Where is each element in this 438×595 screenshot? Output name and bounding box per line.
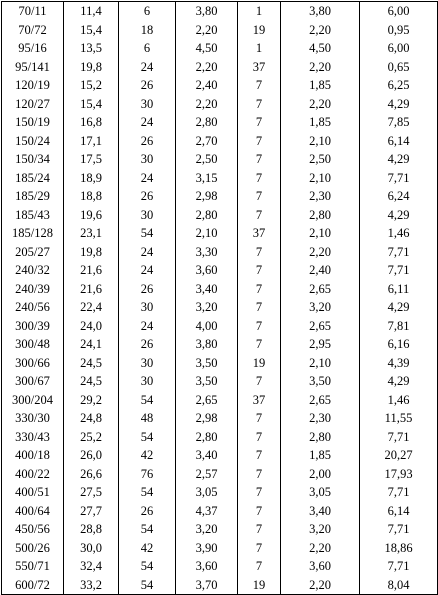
cell-diameter: 23,1 xyxy=(64,224,119,243)
cell-ratio: 4,29 xyxy=(360,372,438,391)
table-body xyxy=(2,2,438,595)
table-row xyxy=(2,113,438,132)
cell-core-wire-diameter: 2,00 xyxy=(281,465,360,484)
cell-core-wires-count: 7 xyxy=(238,409,281,428)
cell-outer-wire-diameter: 2,80 xyxy=(176,428,238,447)
cell-ratio: 1,46 xyxy=(360,391,438,410)
cell-core-wire-diameter: 2,80 xyxy=(281,428,360,447)
cell-core-wires-count: 7 xyxy=(238,95,281,114)
cell-core-wire-diameter: 3,80 xyxy=(281,2,360,21)
cell-diameter: 32,4 xyxy=(64,557,119,576)
cell-outer-wires-count: 30 xyxy=(119,150,176,169)
cell-outer-wire-diameter: 2,80 xyxy=(176,206,238,225)
cell-outer-wire-diameter: 4,00 xyxy=(176,317,238,336)
cell-outer-wire-diameter: 4,37 xyxy=(176,502,238,521)
cell-ratio: 4,29 xyxy=(360,298,438,317)
cell-diameter: 24,5 xyxy=(64,354,119,373)
cell-outer-wires-count: 26 xyxy=(119,335,176,354)
cell-outer-wires-count: 24 xyxy=(119,261,176,280)
cell-ratio: 7,71 xyxy=(360,520,438,539)
cell-outer-wire-diameter: 2,40 xyxy=(176,76,238,95)
cell-diameter: 27,7 xyxy=(64,502,119,521)
cell-ratio: 11,55 xyxy=(360,409,438,428)
data-table xyxy=(1,1,438,595)
table-row xyxy=(2,95,438,114)
cell-outer-wire-diameter: 3,50 xyxy=(176,354,238,373)
table-row xyxy=(2,372,438,391)
cell-core-wire-diameter: 3,20 xyxy=(281,298,360,317)
cell-outer-wires-count: 24 xyxy=(119,169,176,188)
cell-outer-wires-count: 30 xyxy=(119,298,176,317)
cell-core-wires-count: 7 xyxy=(238,446,281,465)
cell-outer-wires-count: 54 xyxy=(119,483,176,502)
cell-ratio: 8,04 xyxy=(360,576,438,595)
cell-diameter: 19,6 xyxy=(64,206,119,225)
cell-outer-wires-count: 42 xyxy=(119,446,176,465)
cell-ratio: 4,29 xyxy=(360,150,438,169)
table-row xyxy=(2,224,438,243)
cell-core-wire-diameter: 2,65 xyxy=(281,280,360,299)
cell-cable-size: 500/26 xyxy=(2,539,64,558)
cell-cable-size: 185/43 xyxy=(2,206,64,225)
cell-core-wires-count: 7 xyxy=(238,261,281,280)
cell-core-wires-count: 7 xyxy=(238,557,281,576)
cell-cable-size: 330/30 xyxy=(2,409,64,428)
cell-outer-wires-count: 24 xyxy=(119,113,176,132)
cell-core-wires-count: 19 xyxy=(238,354,281,373)
table-row xyxy=(2,483,438,502)
table-row xyxy=(2,335,438,354)
cell-cable-size: 300/48 xyxy=(2,335,64,354)
cell-cable-size: 120/27 xyxy=(2,95,64,114)
cell-diameter: 16,8 xyxy=(64,113,119,132)
cell-ratio: 7,71 xyxy=(360,483,438,502)
cell-core-wires-count: 7 xyxy=(238,243,281,262)
cell-ratio: 6,16 xyxy=(360,335,438,354)
table-row xyxy=(2,261,438,280)
cell-outer-wire-diameter: 3,20 xyxy=(176,520,238,539)
table-row xyxy=(2,409,438,428)
cell-ratio: 6,00 xyxy=(360,39,438,58)
cell-core-wires-count: 1 xyxy=(238,2,281,21)
cell-diameter: 25,2 xyxy=(64,428,119,447)
cell-outer-wire-diameter: 3,30 xyxy=(176,243,238,262)
cell-outer-wires-count: 26 xyxy=(119,76,176,95)
cell-core-wire-diameter: 2,40 xyxy=(281,261,360,280)
cell-diameter: 17,1 xyxy=(64,132,119,151)
table-row xyxy=(2,132,438,151)
cell-core-wires-count: 19 xyxy=(238,576,281,595)
cell-outer-wires-count: 76 xyxy=(119,465,176,484)
cell-outer-wire-diameter: 3,90 xyxy=(176,539,238,558)
cell-ratio: 4,29 xyxy=(360,206,438,225)
cell-outer-wires-count: 30 xyxy=(119,372,176,391)
cell-outer-wire-diameter: 4,50 xyxy=(176,39,238,58)
table-row xyxy=(2,354,438,373)
cell-core-wires-count: 7 xyxy=(238,280,281,299)
cell-diameter: 13,5 xyxy=(64,39,119,58)
cell-core-wires-count: 37 xyxy=(238,224,281,243)
cell-diameter: 30,0 xyxy=(64,539,119,558)
cell-outer-wire-diameter: 3,70 xyxy=(176,576,238,595)
cell-core-wire-diameter: 2,20 xyxy=(281,576,360,595)
cell-outer-wire-diameter: 3,40 xyxy=(176,446,238,465)
cell-core-wire-diameter: 2,65 xyxy=(281,391,360,410)
cell-core-wires-count: 7 xyxy=(238,502,281,521)
cell-cable-size: 400/64 xyxy=(2,502,64,521)
cell-core-wire-diameter: 2,65 xyxy=(281,317,360,336)
cell-core-wire-diameter: 3,60 xyxy=(281,557,360,576)
cell-diameter: 15,4 xyxy=(64,95,119,114)
cell-core-wire-diameter: 3,20 xyxy=(281,520,360,539)
cell-outer-wires-count: 18 xyxy=(119,21,176,40)
cell-core-wire-diameter: 1,85 xyxy=(281,446,360,465)
cell-diameter: 21,6 xyxy=(64,280,119,299)
cell-cable-size: 400/51 xyxy=(2,483,64,502)
cell-outer-wires-count: 24 xyxy=(119,58,176,77)
table-row xyxy=(2,206,438,225)
cell-core-wire-diameter: 2,50 xyxy=(281,150,360,169)
cell-ratio: 20,27 xyxy=(360,446,438,465)
cell-outer-wire-diameter: 2,98 xyxy=(176,409,238,428)
cell-core-wires-count: 7 xyxy=(238,335,281,354)
cell-cable-size: 400/22 xyxy=(2,465,64,484)
cell-outer-wires-count: 54 xyxy=(119,520,176,539)
cell-diameter: 28,8 xyxy=(64,520,119,539)
cell-core-wires-count: 7 xyxy=(238,132,281,151)
table-row xyxy=(2,465,438,484)
cell-diameter: 18,9 xyxy=(64,169,119,188)
cell-cable-size: 185/24 xyxy=(2,169,64,188)
cell-core-wires-count: 7 xyxy=(238,298,281,317)
cell-core-wires-count: 1 xyxy=(238,39,281,58)
cell-diameter: 24,0 xyxy=(64,317,119,336)
cell-outer-wire-diameter: 3,15 xyxy=(176,169,238,188)
cell-core-wire-diameter: 2,20 xyxy=(281,243,360,262)
table-row xyxy=(2,428,438,447)
cell-cable-size: 240/39 xyxy=(2,280,64,299)
cell-ratio: 6,00 xyxy=(360,2,438,21)
cell-core-wire-diameter: 1,85 xyxy=(281,76,360,95)
cell-core-wires-count: 7 xyxy=(238,317,281,336)
cell-core-wire-diameter: 3,50 xyxy=(281,372,360,391)
cell-outer-wires-count: 54 xyxy=(119,391,176,410)
cell-ratio: 0,65 xyxy=(360,58,438,77)
cell-outer-wires-count: 26 xyxy=(119,132,176,151)
cell-diameter: 15,2 xyxy=(64,76,119,95)
cell-cable-size: 450/56 xyxy=(2,520,64,539)
cell-cable-size: 95/16 xyxy=(2,39,64,58)
cell-cable-size: 70/72 xyxy=(2,21,64,40)
cell-outer-wires-count: 54 xyxy=(119,428,176,447)
cell-outer-wire-diameter: 2,98 xyxy=(176,187,238,206)
cell-ratio: 6,11 xyxy=(360,280,438,299)
cell-core-wire-diameter: 2,30 xyxy=(281,187,360,206)
cell-cable-size: 300/66 xyxy=(2,354,64,373)
cell-outer-wires-count: 54 xyxy=(119,576,176,595)
cell-diameter: 26,6 xyxy=(64,465,119,484)
cell-outer-wires-count: 24 xyxy=(119,317,176,336)
cell-ratio: 6,24 xyxy=(360,187,438,206)
cell-outer-wires-count: 42 xyxy=(119,539,176,558)
table-row xyxy=(2,557,438,576)
table-row xyxy=(2,58,438,77)
cell-cable-size: 400/18 xyxy=(2,446,64,465)
cell-outer-wires-count: 26 xyxy=(119,502,176,521)
cell-outer-wire-diameter: 2,50 xyxy=(176,150,238,169)
table-row xyxy=(2,446,438,465)
cell-core-wires-count: 7 xyxy=(238,169,281,188)
table-row xyxy=(2,2,438,21)
cell-cable-size: 150/34 xyxy=(2,150,64,169)
cell-ratio: 4,39 xyxy=(360,354,438,373)
cell-diameter: 19,8 xyxy=(64,243,119,262)
cell-outer-wire-diameter: 3,80 xyxy=(176,335,238,354)
cell-ratio: 4,29 xyxy=(360,95,438,114)
cell-core-wires-count: 7 xyxy=(238,483,281,502)
cell-diameter: 17,5 xyxy=(64,150,119,169)
cell-diameter: 21,6 xyxy=(64,261,119,280)
cell-outer-wires-count: 30 xyxy=(119,95,176,114)
cell-ratio: 7,85 xyxy=(360,113,438,132)
cell-core-wire-diameter: 2,30 xyxy=(281,409,360,428)
cell-diameter: 24,8 xyxy=(64,409,119,428)
cell-core-wire-diameter: 3,40 xyxy=(281,502,360,521)
cell-ratio: 6,14 xyxy=(360,132,438,151)
table-row xyxy=(2,539,438,558)
cell-outer-wire-diameter: 3,50 xyxy=(176,372,238,391)
cell-core-wire-diameter: 2,10 xyxy=(281,354,360,373)
cell-outer-wire-diameter: 2,20 xyxy=(176,58,238,77)
cell-cable-size: 205/27 xyxy=(2,243,64,262)
cell-outer-wires-count: 26 xyxy=(119,187,176,206)
cell-outer-wire-diameter: 2,80 xyxy=(176,113,238,132)
cell-outer-wire-diameter: 2,10 xyxy=(176,224,238,243)
table-row xyxy=(2,243,438,262)
cell-core-wire-diameter: 1,85 xyxy=(281,113,360,132)
cell-cable-size: 120/19 xyxy=(2,76,64,95)
cell-cable-size: 240/56 xyxy=(2,298,64,317)
cell-ratio: 7,71 xyxy=(360,428,438,447)
cell-cable-size: 185/128 xyxy=(2,224,64,243)
table-row xyxy=(2,39,438,58)
cell-core-wire-diameter: 3,05 xyxy=(281,483,360,502)
table-row xyxy=(2,169,438,188)
cell-cable-size: 300/204 xyxy=(2,391,64,410)
cell-cable-size: 150/19 xyxy=(2,113,64,132)
cell-cable-size: 300/67 xyxy=(2,372,64,391)
cell-outer-wire-diameter: 3,20 xyxy=(176,298,238,317)
cell-core-wires-count: 7 xyxy=(238,372,281,391)
cell-core-wire-diameter: 2,20 xyxy=(281,58,360,77)
cell-core-wire-diameter: 2,20 xyxy=(281,95,360,114)
cell-diameter: 24,1 xyxy=(64,335,119,354)
table-row xyxy=(2,520,438,539)
cell-core-wires-count: 7 xyxy=(238,187,281,206)
cell-cable-size: 600/72 xyxy=(2,576,64,595)
table-row xyxy=(2,576,438,595)
cell-outer-wires-count: 26 xyxy=(119,280,176,299)
cell-outer-wires-count: 54 xyxy=(119,557,176,576)
cell-cable-size: 240/32 xyxy=(2,261,64,280)
cell-cable-size: 330/43 xyxy=(2,428,64,447)
cell-ratio: 7,71 xyxy=(360,557,438,576)
cell-cable-size: 300/39 xyxy=(2,317,64,336)
cell-outer-wire-diameter: 2,57 xyxy=(176,465,238,484)
cell-core-wire-diameter: 4,50 xyxy=(281,39,360,58)
cell-core-wire-diameter: 2,10 xyxy=(281,224,360,243)
cell-diameter: 26,0 xyxy=(64,446,119,465)
cell-cable-size: 550/71 xyxy=(2,557,64,576)
cell-outer-wires-count: 54 xyxy=(119,224,176,243)
cell-outer-wires-count: 48 xyxy=(119,409,176,428)
table-row xyxy=(2,391,438,410)
cell-cable-size: 150/24 xyxy=(2,132,64,151)
cell-core-wire-diameter: 2,10 xyxy=(281,169,360,188)
cell-diameter: 24,5 xyxy=(64,372,119,391)
cell-diameter: 19,8 xyxy=(64,58,119,77)
cell-ratio: 6,14 xyxy=(360,502,438,521)
cell-diameter: 33,2 xyxy=(64,576,119,595)
cell-core-wire-diameter: 2,20 xyxy=(281,21,360,40)
cell-outer-wire-diameter: 2,70 xyxy=(176,132,238,151)
cell-core-wires-count: 7 xyxy=(238,465,281,484)
cell-ratio: 17,93 xyxy=(360,465,438,484)
cell-diameter: 11,4 xyxy=(64,2,119,21)
cell-diameter: 15,4 xyxy=(64,21,119,40)
cell-ratio: 6,25 xyxy=(360,76,438,95)
cell-outer-wire-diameter: 2,20 xyxy=(176,21,238,40)
cell-outer-wires-count: 30 xyxy=(119,354,176,373)
table-row xyxy=(2,150,438,169)
cell-outer-wire-diameter: 3,80 xyxy=(176,2,238,21)
cell-outer-wire-diameter: 2,20 xyxy=(176,95,238,114)
cell-core-wire-diameter: 2,10 xyxy=(281,132,360,151)
cell-core-wires-count: 7 xyxy=(238,428,281,447)
cell-ratio: 0,95 xyxy=(360,21,438,40)
cell-cable-size: 185/29 xyxy=(2,187,64,206)
cell-ratio: 7,71 xyxy=(360,169,438,188)
cell-ratio: 7,81 xyxy=(360,317,438,336)
table-row xyxy=(2,21,438,40)
cell-outer-wire-diameter: 3,60 xyxy=(176,557,238,576)
cell-outer-wires-count: 30 xyxy=(119,206,176,225)
cell-cable-size: 70/11 xyxy=(2,2,64,21)
cell-ratio: 7,71 xyxy=(360,261,438,280)
table-row xyxy=(2,280,438,299)
cell-core-wire-diameter: 2,80 xyxy=(281,206,360,225)
table-row xyxy=(2,187,438,206)
cell-outer-wire-diameter: 3,40 xyxy=(176,280,238,299)
cell-core-wires-count: 7 xyxy=(238,76,281,95)
table-row xyxy=(2,298,438,317)
cell-core-wire-diameter: 2,20 xyxy=(281,539,360,558)
cell-diameter: 29,2 xyxy=(64,391,119,410)
cell-diameter: 18,8 xyxy=(64,187,119,206)
cell-core-wires-count: 7 xyxy=(238,539,281,558)
table-row xyxy=(2,502,438,521)
cell-core-wires-count: 19 xyxy=(238,21,281,40)
cell-core-wires-count: 7 xyxy=(238,150,281,169)
table-row xyxy=(2,76,438,95)
table-row xyxy=(2,317,438,336)
cell-diameter: 22,4 xyxy=(64,298,119,317)
cell-core-wires-count: 7 xyxy=(238,206,281,225)
cell-outer-wire-diameter: 3,60 xyxy=(176,261,238,280)
cell-core-wire-diameter: 2,95 xyxy=(281,335,360,354)
cell-diameter: 27,5 xyxy=(64,483,119,502)
cell-ratio: 1,46 xyxy=(360,224,438,243)
cell-core-wires-count: 37 xyxy=(238,391,281,410)
cell-core-wires-count: 7 xyxy=(238,520,281,539)
cell-cable-size: 95/141 xyxy=(2,58,64,77)
cell-outer-wires-count: 24 xyxy=(119,243,176,262)
cell-outer-wire-diameter: 3,05 xyxy=(176,483,238,502)
cell-outer-wire-diameter: 2,65 xyxy=(176,391,238,410)
cell-outer-wires-count: 6 xyxy=(119,2,176,21)
cell-ratio: 7,71 xyxy=(360,243,438,262)
cell-ratio: 18,86 xyxy=(360,539,438,558)
cell-outer-wires-count: 6 xyxy=(119,39,176,58)
cell-core-wires-count: 7 xyxy=(238,113,281,132)
cell-core-wires-count: 37 xyxy=(238,58,281,77)
